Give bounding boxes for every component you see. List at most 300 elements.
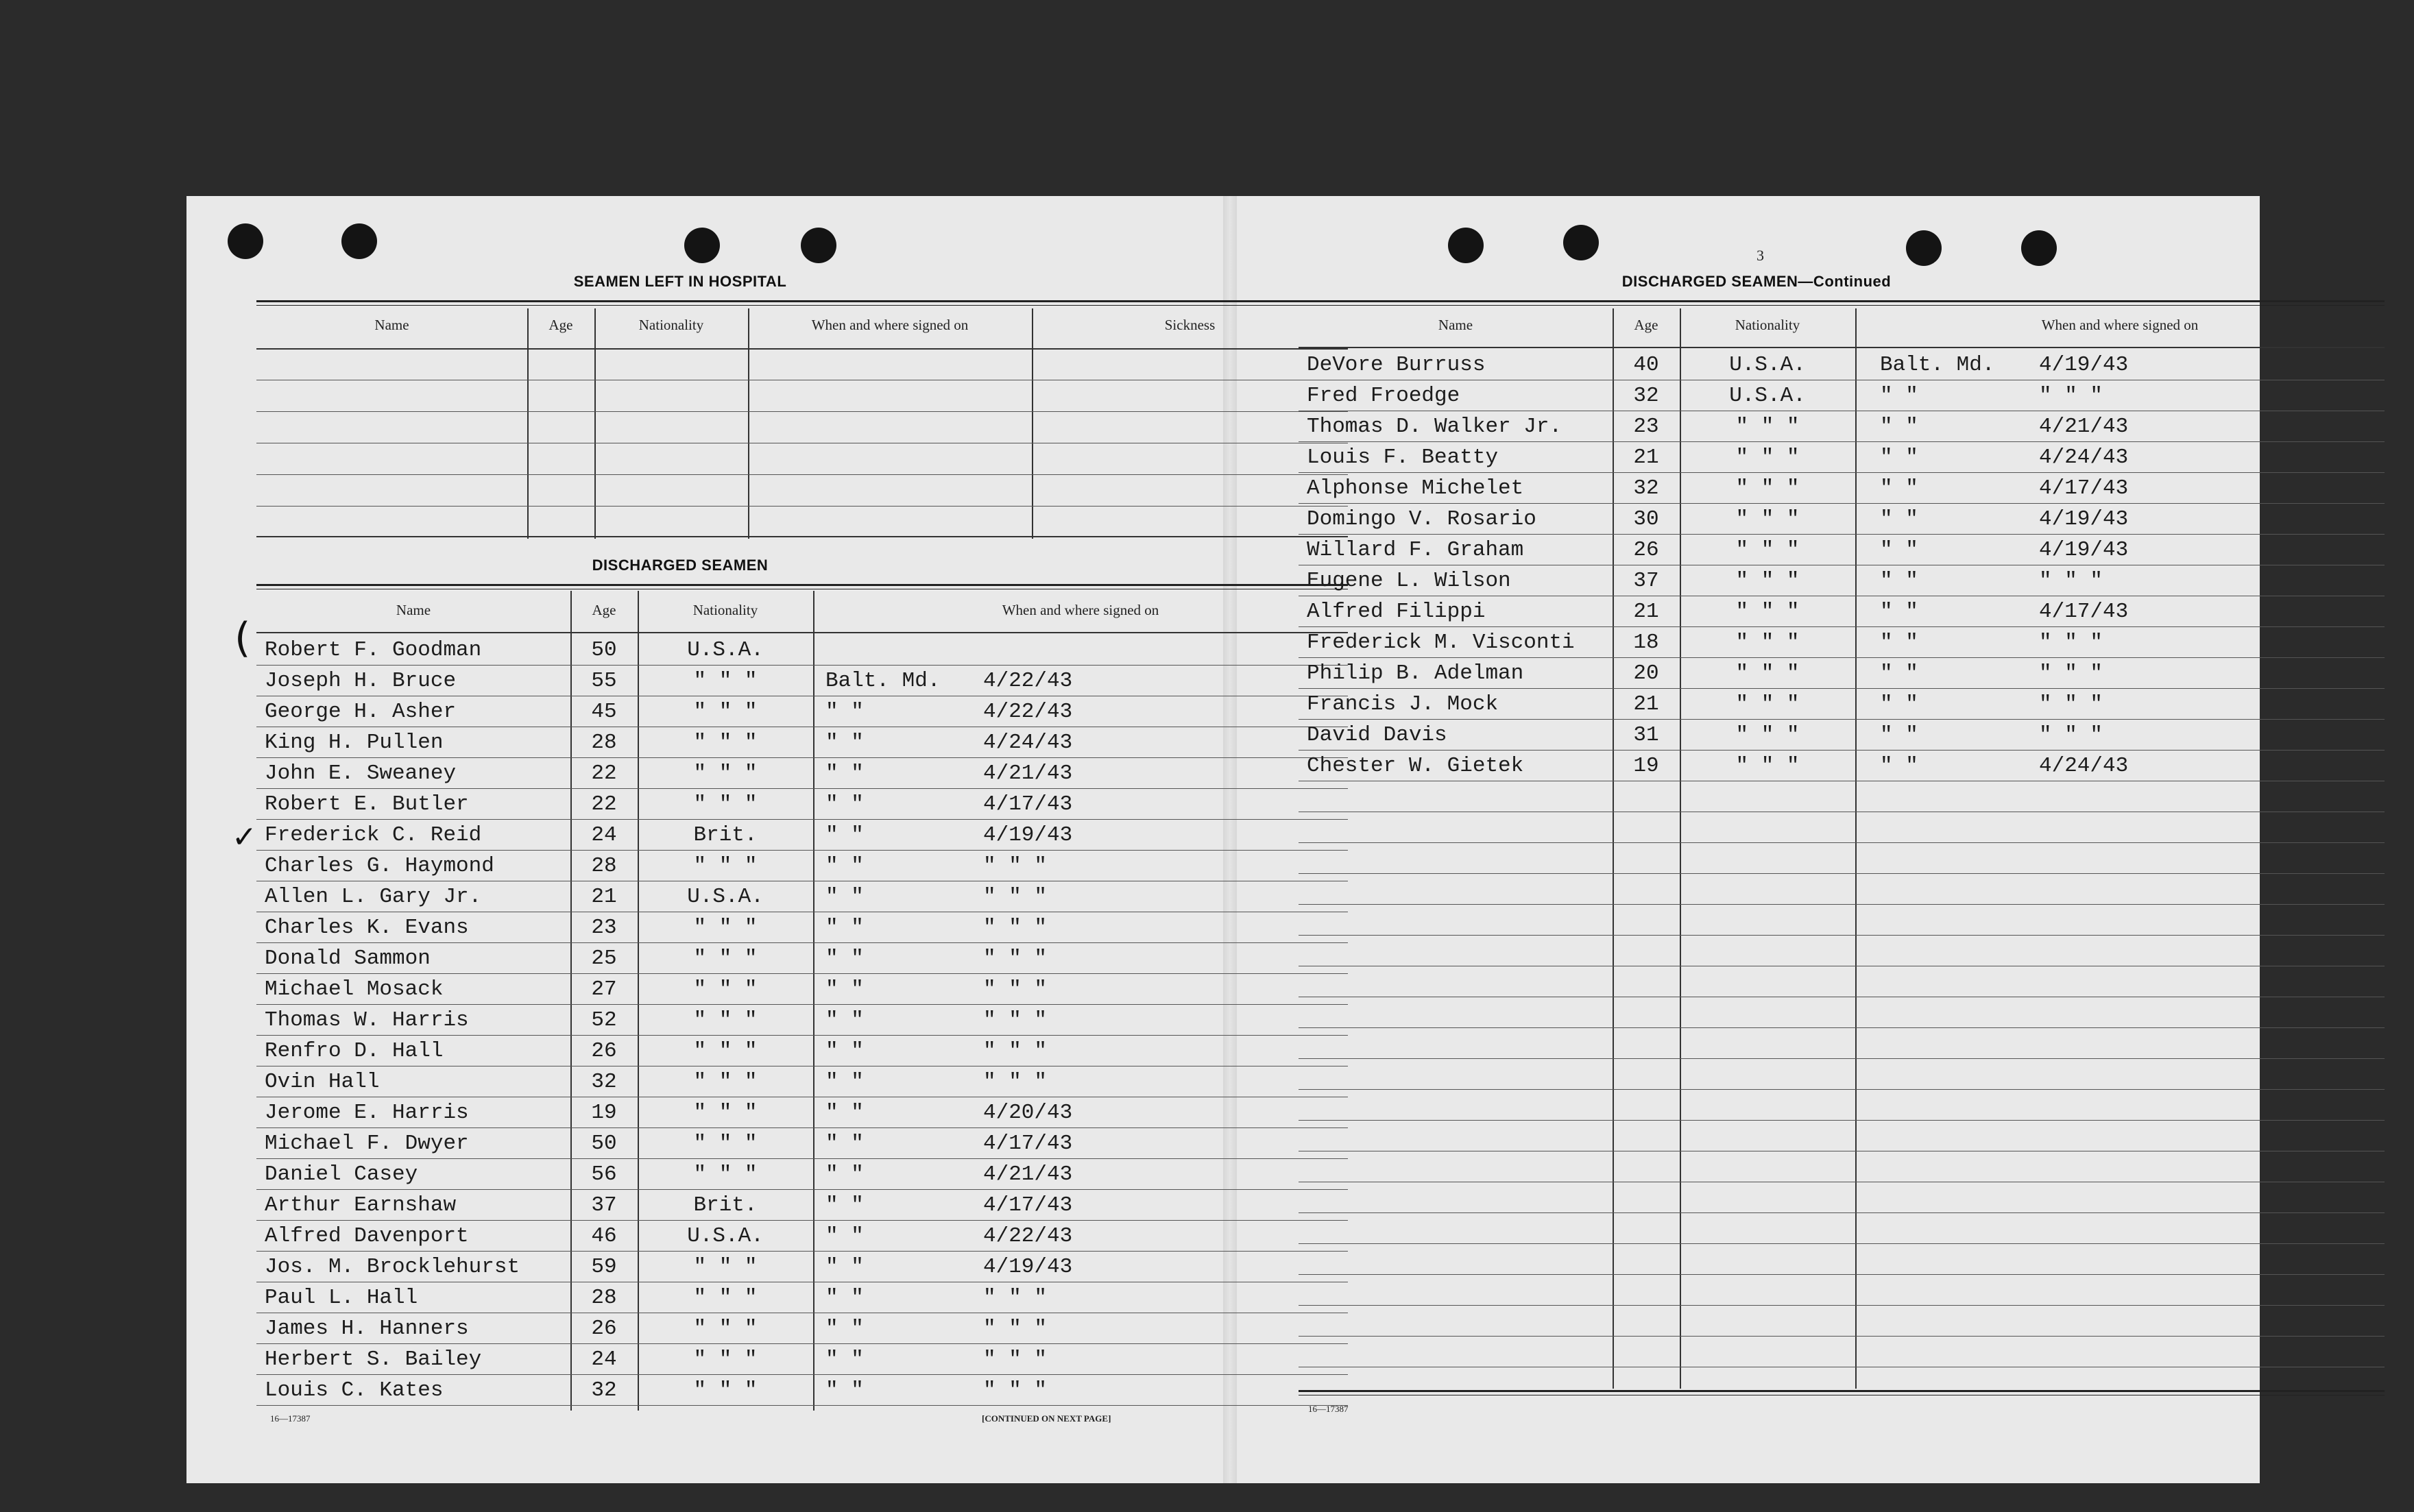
- signed-on-date: " " ": [983, 1039, 1048, 1063]
- seaman-name: James H. Hanners: [265, 1317, 469, 1341]
- table-row: [256, 820, 1348, 851]
- table-row: [1299, 442, 2385, 473]
- table-row: [256, 727, 1348, 758]
- signed-on-date: 4/19/43: [983, 1255, 1073, 1279]
- seaman-nationality: " " ": [693, 669, 758, 693]
- signed-on-place: " ": [1880, 569, 1918, 593]
- signed-on-date: 4/21/43: [2039, 415, 2129, 439]
- table-row: [256, 1313, 1348, 1344]
- seaman-nationality: " " ": [693, 854, 758, 878]
- signed-on-place: " ": [825, 977, 864, 1001]
- seaman-nationality: " " ": [693, 1101, 758, 1125]
- seaman-age: 50: [591, 1132, 617, 1156]
- form-number: 16—17387: [1308, 1404, 1349, 1414]
- seaman-age: 52: [591, 1008, 617, 1032]
- discharged-table: [256, 591, 1348, 1411]
- header-when-where: When and where signed on: [2041, 317, 2199, 333]
- column-divider: [594, 308, 596, 539]
- seaman-nationality: " " ": [693, 761, 758, 785]
- signed-on-place: " ": [1880, 446, 1918, 470]
- seaman-nationality: " " ": [1735, 661, 1800, 685]
- row-rule: [256, 1405, 1348, 1406]
- table-row: [1299, 535, 2385, 565]
- seaman-age: 21: [1633, 692, 1659, 716]
- seaman-age: 24: [591, 823, 617, 847]
- header-nationality: Nationality: [692, 602, 758, 618]
- table-row: [256, 635, 1348, 666]
- table-row: [1299, 689, 2385, 720]
- table-row: [1299, 411, 2385, 442]
- seaman-age: 19: [1633, 754, 1659, 778]
- seaman-name: George H. Asher: [265, 700, 457, 724]
- seaman-name: King H. Pullen: [265, 731, 444, 755]
- signed-on-place: " ": [825, 761, 864, 785]
- signed-on-date: 4/17/43: [983, 792, 1073, 816]
- header-rule: [256, 632, 1348, 633]
- seaman-nationality: " " ": [1735, 446, 1800, 470]
- right-top-rule: [1299, 300, 2385, 302]
- seaman-nationality: " " ": [1735, 538, 1800, 562]
- table-row: [1299, 627, 2385, 658]
- seaman-nationality: " " ": [693, 700, 758, 724]
- signed-on-place: " ": [1880, 754, 1918, 778]
- header-nationality: Nationality: [1735, 317, 1800, 333]
- signed-on-place: " ": [825, 1101, 864, 1125]
- table-row: [256, 758, 1348, 789]
- table-row: [256, 851, 1348, 881]
- signed-on-date: 4/22/43: [983, 669, 1073, 693]
- seaman-name: Charles K. Evans: [265, 916, 469, 940]
- seaman-name: John E. Sweaney: [265, 761, 457, 785]
- table-row: [256, 1344, 1348, 1375]
- seaman-name: Ovin Hall: [265, 1070, 380, 1094]
- seaman-age: 21: [591, 885, 617, 909]
- right-bottom-rule: [1299, 1390, 2385, 1392]
- seaman-name: Chester W. Gietek: [1307, 754, 1524, 778]
- table-row: [1299, 1028, 2385, 1059]
- seaman-name: Renfro D. Hall: [265, 1039, 444, 1063]
- bracket-mark: (: [234, 614, 251, 662]
- seaman-name: Frederick C. Reid: [265, 823, 482, 847]
- hospital-header-age: Age: [548, 317, 573, 333]
- seaman-name: David Davis: [1307, 723, 1447, 747]
- signed-on-place: " ": [825, 1348, 864, 1371]
- seaman-nationality: " " ": [1735, 723, 1800, 747]
- seaman-name: Charles G. Haymond: [265, 854, 494, 878]
- table-row: [256, 696, 1348, 727]
- seaman-nationality: " " ": [693, 1255, 758, 1279]
- table-row: [256, 1128, 1348, 1159]
- signed-on-place: [825, 635, 983, 666]
- signed-on-place: " ": [825, 1224, 864, 1248]
- signed-on-date: " " ": [983, 977, 1048, 1001]
- discharged-continued-table: [1299, 308, 2385, 1389]
- seaman-name: Michael Mosack: [265, 977, 444, 1001]
- seaman-age: 30: [1633, 507, 1659, 531]
- punch-hole: [801, 228, 836, 263]
- seaman-age: 31: [1633, 723, 1659, 747]
- signed-on-date: 4/22/43: [983, 700, 1073, 724]
- form-number: 16—17387: [270, 1413, 311, 1424]
- seaman-name: Fred Froedge: [1307, 384, 1460, 408]
- seaman-age: 24: [591, 1348, 617, 1371]
- signed-on-place: " ": [1880, 692, 1918, 716]
- signed-on-place: " ": [825, 1317, 864, 1341]
- signed-on-date: " " ": [2039, 631, 2103, 655]
- table-row: [256, 1036, 1348, 1066]
- table-row: [256, 789, 1348, 820]
- signed-on-place: " ": [825, 947, 864, 971]
- table-row: [256, 912, 1348, 943]
- table-row: [256, 974, 1348, 1005]
- hospital-top-rule: [256, 300, 1348, 302]
- seaman-age: 46: [591, 1224, 617, 1248]
- signed-on-place: " ": [1880, 538, 1918, 562]
- seaman-age: 20: [1633, 661, 1659, 685]
- seaman-age: 26: [1633, 538, 1659, 562]
- header-name: Name: [1438, 317, 1473, 333]
- signed-on-place: " ": [825, 792, 864, 816]
- signed-on-date: " " ": [2039, 723, 2103, 747]
- seaman-nationality: U.S.A.: [687, 1224, 764, 1248]
- table-row: [1299, 596, 2385, 627]
- seaman-nationality: " " ": [693, 1008, 758, 1032]
- table-row: [1299, 874, 2385, 905]
- seaman-name: Daniel Casey: [265, 1162, 418, 1186]
- signed-on-date: " " ": [2039, 569, 2103, 593]
- table-row: [1299, 1151, 2385, 1182]
- seaman-age: 21: [1633, 600, 1659, 624]
- page-number: 3: [1757, 247, 1764, 264]
- seaman-nationality: " " ": [1735, 692, 1800, 716]
- seaman-age: 40: [1633, 353, 1659, 377]
- signed-on-date: 4/24/43: [2039, 754, 2129, 778]
- signed-on-date: 4/24/43: [2039, 446, 2129, 470]
- signed-on-place: " ": [1880, 476, 1918, 500]
- seaman-age: 37: [591, 1193, 617, 1217]
- seaman-name: Francis J. Mock: [1307, 692, 1499, 716]
- table-row: [1299, 504, 2385, 535]
- hospital-table: [256, 308, 1348, 539]
- seaman-name: Alphonse Michelet: [1307, 476, 1524, 500]
- table-row: [1299, 966, 2385, 997]
- signed-on-place: " ": [825, 916, 864, 940]
- signed-on-date: 4/19/43: [2039, 507, 2129, 531]
- table-row: [1299, 380, 2385, 411]
- signed-on-date: " " ": [983, 1008, 1048, 1032]
- signed-on-place: " ": [1880, 415, 1918, 439]
- punch-hole: [2021, 230, 2057, 266]
- signed-on-place: " ": [1880, 384, 1918, 408]
- signed-on-date: 4/19/43: [2039, 353, 2129, 377]
- seaman-name: Frederick M. Visconti: [1307, 631, 1575, 655]
- signed-on-place: " ": [825, 1162, 864, 1186]
- seaman-age: 22: [591, 792, 617, 816]
- seaman-age: 26: [591, 1317, 617, 1341]
- signed-on-place: " ": [1880, 661, 1918, 685]
- table-row: [1299, 350, 2385, 380]
- signed-on-date: 4/20/43: [983, 1101, 1073, 1125]
- signed-on-place: " ": [825, 854, 864, 878]
- table-row: [1299, 1090, 2385, 1121]
- header-rule: [256, 348, 1348, 350]
- table-row: [1299, 1182, 2385, 1213]
- seaman-nationality: Brit.: [693, 823, 758, 847]
- signed-on-date: " " ": [983, 1348, 1048, 1371]
- seaman-age: 45: [591, 700, 617, 724]
- signed-on-place: " ": [825, 1255, 864, 1279]
- signed-on-date: " " ": [2039, 661, 2103, 685]
- seaman-age: 28: [591, 854, 617, 878]
- seaman-age: 19: [591, 1101, 617, 1125]
- signed-on-date: " " ": [983, 1070, 1048, 1094]
- table-row: [1299, 1275, 2385, 1306]
- seaman-nationality: " " ": [693, 1162, 758, 1186]
- signed-on-date: " " ": [2039, 692, 2103, 716]
- header-age: Age: [592, 602, 616, 618]
- seaman-nationality: U.S.A.: [687, 885, 764, 909]
- seaman-name: Thomas W. Harris: [265, 1008, 469, 1032]
- signed-on-date: 4/17/43: [2039, 476, 2129, 500]
- seaman-name: Paul L. Hall: [265, 1286, 418, 1310]
- seaman-name: Allen L. Gary Jr.: [265, 885, 482, 909]
- signed-on-place: Balt. Md.: [1880, 353, 1995, 377]
- table-row: [256, 1097, 1348, 1128]
- seaman-name: DeVore Burruss: [1307, 353, 1486, 377]
- signed-on-place: " ": [825, 885, 864, 909]
- seaman-name: Michael F. Dwyer: [265, 1132, 469, 1156]
- table-row: [1299, 751, 2385, 781]
- table-row: [1299, 843, 2385, 874]
- table-row: [256, 1221, 1348, 1252]
- column-divider: [527, 308, 529, 539]
- row-rule: [256, 536, 1348, 537]
- table-row: [256, 1252, 1348, 1282]
- signed-on-date: 4/17/43: [983, 1132, 1073, 1156]
- seaman-age: 32: [1633, 384, 1659, 408]
- hospital-header-sickness: Sickness: [1164, 317, 1216, 333]
- seaman-age: 21: [1633, 446, 1659, 470]
- table-row: [256, 666, 1348, 696]
- table-row: [256, 1282, 1348, 1313]
- table-row: [1299, 1213, 2385, 1244]
- signed-on-place: " ": [825, 1193, 864, 1217]
- signed-on-date: " " ": [2039, 384, 2103, 408]
- seaman-name: Louis F. Beatty: [1307, 446, 1499, 470]
- table-row: [1299, 1337, 2385, 1367]
- seaman-nationality: " " ": [1735, 415, 1800, 439]
- seaman-age: 37: [1633, 569, 1659, 593]
- signed-on-date: 4/17/43: [983, 1193, 1073, 1217]
- signed-on-date: [983, 635, 1148, 666]
- seaman-age: 25: [591, 947, 617, 971]
- signed-on-date: " " ": [983, 947, 1048, 971]
- seaman-nationality: " " ": [693, 1070, 758, 1094]
- punch-hole: [1563, 225, 1599, 260]
- seaman-nationality: " " ": [1735, 569, 1800, 593]
- signed-on-place: " ": [825, 731, 864, 755]
- seaman-name: Philip B. Adelman: [1307, 661, 1524, 685]
- seaman-name: Domingo V. Rosario: [1307, 507, 1536, 531]
- signed-on-date: " " ": [983, 854, 1048, 878]
- table-row: [1299, 565, 2385, 596]
- punch-hole: [684, 228, 720, 263]
- seaman-age: 26: [591, 1039, 617, 1063]
- seaman-nationality: " " ": [693, 1132, 758, 1156]
- seaman-age: 28: [591, 731, 617, 755]
- seaman-age: 55: [591, 669, 617, 693]
- table-row: [1299, 1244, 2385, 1275]
- signed-on-place: " ": [825, 1378, 864, 1402]
- seaman-name: Robert E. Butler: [265, 792, 469, 816]
- seaman-nationality: " " ": [693, 731, 758, 755]
- table-row: [1299, 658, 2385, 689]
- signed-on-date: " " ": [983, 1378, 1048, 1402]
- punch-hole: [228, 223, 263, 259]
- header-when-where: When and where signed on: [1002, 602, 1159, 618]
- seaman-name: Herbert S. Bailey: [265, 1348, 482, 1371]
- hospital-header-when-where: When and where signed on: [811, 317, 969, 333]
- seaman-age: 50: [591, 638, 617, 662]
- signed-on-place: Balt. Md.: [825, 669, 941, 693]
- seaman-name: Louis C. Kates: [265, 1378, 444, 1402]
- seaman-age: 28: [591, 1286, 617, 1310]
- signed-on-place: " ": [1880, 631, 1918, 655]
- signed-on-date: " " ": [983, 885, 1048, 909]
- signed-on-date: 4/19/43: [2039, 538, 2129, 562]
- signed-on-date: 4/22/43: [983, 1224, 1073, 1248]
- signed-on-date: " " ": [983, 916, 1048, 940]
- document-scan: [186, 196, 2260, 1483]
- column-divider: [1032, 308, 1033, 539]
- table-row: [256, 1190, 1348, 1221]
- seaman-nationality: " " ": [693, 977, 758, 1001]
- signed-on-date: " " ": [983, 1286, 1048, 1310]
- header-name: Name: [396, 602, 431, 618]
- punch-hole: [341, 223, 377, 259]
- seaman-nationality: " " ": [693, 947, 758, 971]
- table-row: [256, 943, 1348, 974]
- signed-on-place: " ": [825, 700, 864, 724]
- signed-on-place: " ": [825, 1039, 864, 1063]
- signed-on-place: " ": [1880, 723, 1918, 747]
- hospital-section-title: SEAMEN LEFT IN HOSPITAL: [573, 273, 787, 290]
- signed-on-date: 4/17/43: [2039, 600, 2129, 624]
- check-mark: ✓: [232, 820, 257, 855]
- table-row: [256, 1375, 1348, 1406]
- seaman-nationality: " " ": [1735, 600, 1800, 624]
- row-rule: [256, 506, 1348, 507]
- signed-on-place: " ": [825, 1008, 864, 1032]
- table-row: [1299, 1121, 2385, 1151]
- seaman-nationality: " " ": [693, 1348, 758, 1371]
- header-rule: [1299, 347, 2385, 348]
- column-divider: [748, 308, 749, 539]
- signed-on-date: 4/21/43: [983, 761, 1073, 785]
- seaman-nationality: " " ": [1735, 507, 1800, 531]
- seaman-name: Jerome E. Harris: [265, 1101, 469, 1125]
- table-row: [256, 1005, 1348, 1036]
- seaman-nationality: " " ": [693, 1317, 758, 1341]
- table-row: [256, 881, 1348, 912]
- table-row: [256, 1066, 1348, 1097]
- seaman-age: 32: [591, 1378, 617, 1402]
- seaman-name: Willard F. Graham: [1307, 538, 1524, 562]
- signed-on-date: 4/21/43: [983, 1162, 1073, 1186]
- signed-on-date: 4/24/43: [983, 731, 1073, 755]
- seaman-nationality: " " ": [1735, 476, 1800, 500]
- seaman-name: Robert F. Goodman: [265, 638, 482, 662]
- seaman-age: 59: [591, 1255, 617, 1279]
- table-row: [1299, 473, 2385, 504]
- signed-on-date: " " ": [983, 1317, 1048, 1341]
- seaman-nationality: " " ": [1735, 631, 1800, 655]
- discharged-top-rule: [256, 584, 1348, 586]
- continued-note: [CONTINUED ON NEXT PAGE]: [982, 1413, 1111, 1424]
- discharged-continued-title: DISCHARGED SEAMEN—Continued: [1621, 273, 1892, 290]
- seaman-name: Jos. M. Brocklehurst: [265, 1255, 520, 1279]
- seaman-nationality: " " ": [693, 1378, 758, 1402]
- signed-on-place: " ": [1880, 600, 1918, 624]
- punch-hole: [1906, 230, 1942, 266]
- table-row: [1299, 997, 2385, 1028]
- signed-on-place: " ": [825, 823, 864, 847]
- seaman-age: 32: [591, 1070, 617, 1094]
- seaman-name: Thomas D. Walker Jr.: [1307, 415, 1562, 439]
- seaman-nationality: U.S.A.: [687, 638, 764, 662]
- table-row: [1299, 1059, 2385, 1090]
- seaman-age: 23: [1633, 415, 1659, 439]
- seaman-age: 32: [1633, 476, 1659, 500]
- seaman-age: 23: [591, 916, 617, 940]
- seaman-nationality: " " ": [1735, 754, 1800, 778]
- seaman-name: Eugene L. Wilson: [1307, 569, 1511, 593]
- hospital-header-name: Name: [374, 317, 409, 333]
- seaman-age: 27: [591, 977, 617, 1001]
- seaman-nationality: " " ": [693, 1286, 758, 1310]
- punch-hole: [1448, 228, 1484, 263]
- row-rule: [256, 411, 1348, 412]
- table-row: [1299, 720, 2385, 751]
- seaman-age: 18: [1633, 631, 1659, 655]
- hospital-header-nationality: Nationality: [638, 317, 704, 333]
- seaman-nationality: U.S.A.: [1729, 384, 1806, 408]
- table-row: [1299, 781, 2385, 812]
- discharged-section-title: DISCHARGED SEAMEN: [592, 557, 769, 574]
- table-row: [1299, 1306, 2385, 1337]
- seaman-name: Arthur Earnshaw: [265, 1193, 457, 1217]
- seaman-name: Alfred Davenport: [265, 1224, 469, 1248]
- header-age: Age: [1634, 317, 1658, 333]
- signed-on-place: " ": [825, 1070, 864, 1094]
- signed-on-date: 4/19/43: [983, 823, 1073, 847]
- seaman-name: Donald Sammon: [265, 947, 431, 971]
- seaman-name: Alfred Filippi: [1307, 600, 1486, 624]
- signed-on-place: " ": [825, 1132, 864, 1156]
- table-row: [1299, 812, 2385, 843]
- seaman-age: 56: [591, 1162, 617, 1186]
- signed-on-place: " ": [825, 1286, 864, 1310]
- row-rule: [256, 474, 1348, 475]
- table-row: [256, 1159, 1348, 1190]
- signed-on-place: " ": [1880, 507, 1918, 531]
- table-row: [1299, 905, 2385, 936]
- seaman-name: Joseph H. Bruce: [265, 669, 457, 693]
- seaman-nationality: " " ": [693, 1039, 758, 1063]
- seaman-nationality: Brit.: [693, 1193, 758, 1217]
- seaman-nationality: U.S.A.: [1729, 353, 1806, 377]
- seaman-nationality: " " ": [693, 916, 758, 940]
